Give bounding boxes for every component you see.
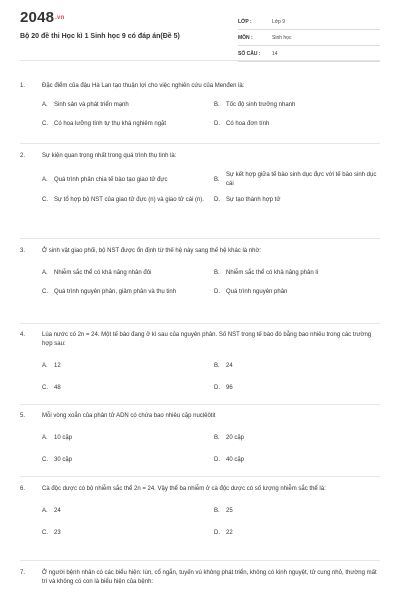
divider bbox=[20, 476, 380, 477]
option-a[interactable] bbox=[42, 507, 214, 516]
option-c[interactable] bbox=[42, 529, 214, 538]
question-number: 3. bbox=[20, 248, 26, 254]
option-text: 10 cặp bbox=[54, 435, 73, 441]
option-letter: C. bbox=[42, 197, 48, 203]
meta-label: LỚP : bbox=[238, 18, 252, 25]
option-letter: A. bbox=[42, 435, 48, 441]
divider bbox=[20, 143, 380, 144]
option-a[interactable] bbox=[42, 171, 214, 189]
question-2 bbox=[20, 152, 380, 205]
divider bbox=[20, 404, 380, 405]
option-text: 40 cặp bbox=[226, 457, 245, 463]
page-title: Bộ 20 đề thi Học kì 1 Sinh học 9 có đáp án(Đề 5) bbox=[20, 33, 180, 40]
option-text: 24 bbox=[226, 363, 233, 369]
option-text: 20 cặp bbox=[226, 435, 245, 441]
option-text: 23 bbox=[54, 530, 61, 536]
meta-row-question-count bbox=[238, 46, 380, 62]
meta-row-subject bbox=[238, 30, 380, 46]
question-number: 2. bbox=[20, 153, 26, 159]
option-letter: B. bbox=[214, 102, 220, 108]
option-letter: A. bbox=[42, 102, 48, 108]
question-6 bbox=[20, 485, 380, 538]
option-text: 22 bbox=[226, 530, 233, 536]
option-b[interactable] bbox=[214, 101, 380, 110]
option-c[interactable] bbox=[42, 456, 214, 465]
option-text: 24 bbox=[54, 508, 61, 514]
question-number: 4. bbox=[20, 332, 26, 338]
option-text: Sự kết hợp giữa tế bào sinh dục đực với tế bào sinh dục cái bbox=[226, 172, 377, 187]
option-letter: D. bbox=[214, 530, 220, 536]
meta-label: SỐ CÂU : bbox=[238, 50, 261, 57]
question-text: Sự kiện quan trọng nhất trong quá trình thụ tinh là: bbox=[42, 153, 177, 159]
option-a[interactable] bbox=[42, 269, 214, 278]
question-3 bbox=[20, 247, 380, 297]
option-letter: A. bbox=[42, 270, 48, 276]
option-text: Sự tạo thành hợp tử bbox=[226, 197, 281, 203]
logo-main: 2048 bbox=[20, 9, 55, 26]
option-letter: A. bbox=[42, 363, 48, 369]
option-text: Quá trình phân chia tế bào tạo giao tử đực bbox=[54, 176, 168, 183]
option-text: 96 bbox=[226, 385, 233, 391]
question-7 bbox=[20, 569, 380, 587]
question-text: Đặc điểm của đậu Hà Lan tạo thuận lợi cho việc nghiên cứu của Menđen là: bbox=[42, 83, 245, 89]
option-d[interactable] bbox=[214, 120, 380, 129]
question-number: 1. bbox=[20, 83, 26, 89]
option-c[interactable] bbox=[42, 196, 214, 205]
option-letter: B. bbox=[214, 435, 220, 441]
option-b[interactable] bbox=[214, 507, 380, 516]
site-logo[interactable] bbox=[20, 9, 64, 26]
option-a[interactable] bbox=[42, 362, 214, 371]
option-letter: D. bbox=[214, 457, 220, 463]
question-text: Cà độc dược có bộ nhiễm sắc thể 2n = 24. Vậy thể ba nhiễm ở cà độc dược có số lượng nhiễm sắc thể là: bbox=[42, 486, 326, 492]
option-letter: D. bbox=[214, 121, 220, 127]
question-number: 5. bbox=[20, 413, 26, 419]
option-text: Quá trình nguyên phân bbox=[226, 289, 288, 295]
option-text: Nhiễm sắc thể có khả năng phân li bbox=[226, 270, 319, 276]
option-text: 25 bbox=[226, 508, 233, 514]
option-text: Có hoa lưỡng tính tự thụ khá nghiêm ngặt bbox=[54, 121, 167, 127]
option-d[interactable] bbox=[214, 196, 380, 205]
option-b[interactable] bbox=[214, 434, 380, 443]
option-letter: D. bbox=[214, 385, 220, 391]
question-text: Mỗi vòng xoắn của phân tử ADN có chứa bao nhiêu cặp nuclêôtit bbox=[42, 413, 216, 419]
option-letter: D. bbox=[214, 289, 220, 295]
meta-row-class bbox=[238, 14, 380, 30]
option-a[interactable] bbox=[42, 101, 214, 110]
question-5 bbox=[20, 412, 380, 465]
option-letter: C. bbox=[42, 121, 48, 127]
divider bbox=[20, 560, 380, 561]
option-letter: B. bbox=[214, 176, 220, 183]
option-letter: A. bbox=[42, 176, 48, 183]
option-c[interactable] bbox=[42, 120, 214, 129]
option-text: Nhiễm sắc thể có khả năng nhân đôi bbox=[54, 270, 152, 276]
document-header bbox=[20, 0, 380, 61]
option-letter: C. bbox=[42, 457, 48, 463]
option-text: Tốc độ sinh trưởng nhanh bbox=[226, 102, 296, 108]
question-number: 6. bbox=[20, 486, 26, 492]
option-b[interactable] bbox=[214, 269, 380, 278]
option-text: Sự tổ hợp bộ NST của giao tử đực (n) và giao tử cái (n). bbox=[54, 197, 204, 203]
option-letter: B. bbox=[214, 363, 220, 369]
option-c[interactable] bbox=[42, 288, 214, 297]
option-c[interactable] bbox=[42, 384, 214, 393]
option-letter: B. bbox=[214, 508, 220, 514]
option-letter: C. bbox=[42, 289, 48, 295]
divider bbox=[20, 323, 380, 324]
option-letter: B. bbox=[214, 270, 220, 276]
option-text: Có hoa đơn tính bbox=[226, 121, 270, 127]
option-d[interactable] bbox=[214, 288, 380, 297]
question-4 bbox=[20, 331, 380, 393]
exam-meta-table bbox=[238, 14, 380, 62]
option-a[interactable] bbox=[42, 434, 214, 443]
option-d[interactable] bbox=[214, 529, 380, 538]
meta-value: Lớp 9 bbox=[272, 18, 286, 25]
option-d[interactable] bbox=[214, 384, 380, 393]
option-d[interactable] bbox=[214, 456, 380, 465]
option-text: 30 cặp bbox=[54, 457, 73, 463]
option-text: Quá trình nguyên phân, giảm phân và thụ tinh bbox=[54, 289, 177, 295]
logo-suffix: .vn bbox=[55, 15, 65, 22]
option-letter: C. bbox=[42, 530, 48, 536]
question-1 bbox=[20, 82, 380, 129]
option-letter: A. bbox=[42, 508, 48, 514]
question-text: Ở sinh vật giao phối, bộ NST được ổn định từ thế hệ này sang thế hệ khác là nhờ: bbox=[42, 248, 262, 254]
question-text: Lúa nước có 2n = 24. Một tế bào đang ở kì sau của nguyên phân. Số NST trong tế bào đó bằng bao nhiêu trong các trường hợp sau: bbox=[42, 332, 372, 347]
question-text: Ở người bệnh nhân có các biểu hiện: lùn, cổ ngắn, tuyến vú không phát triển, không có kinh nguyệt, tử cung nhỏ, thường mất trí và không có con là biểu hiện của bệnh: bbox=[42, 570, 377, 585]
meta-value: 14 bbox=[272, 50, 278, 57]
question-number: 7. bbox=[20, 570, 26, 576]
meta-value: Sinh học bbox=[272, 34, 292, 41]
option-text: 12 bbox=[54, 363, 61, 369]
divider bbox=[20, 238, 380, 239]
option-text: 48 bbox=[54, 385, 61, 391]
meta-label: MÔN : bbox=[238, 34, 253, 41]
option-b[interactable] bbox=[214, 362, 380, 371]
option-b[interactable] bbox=[214, 171, 380, 189]
option-letter: C. bbox=[42, 385, 48, 391]
option-text: Sinh sản và phát triển mạnh bbox=[54, 102, 129, 108]
option-letter: D. bbox=[214, 197, 220, 203]
